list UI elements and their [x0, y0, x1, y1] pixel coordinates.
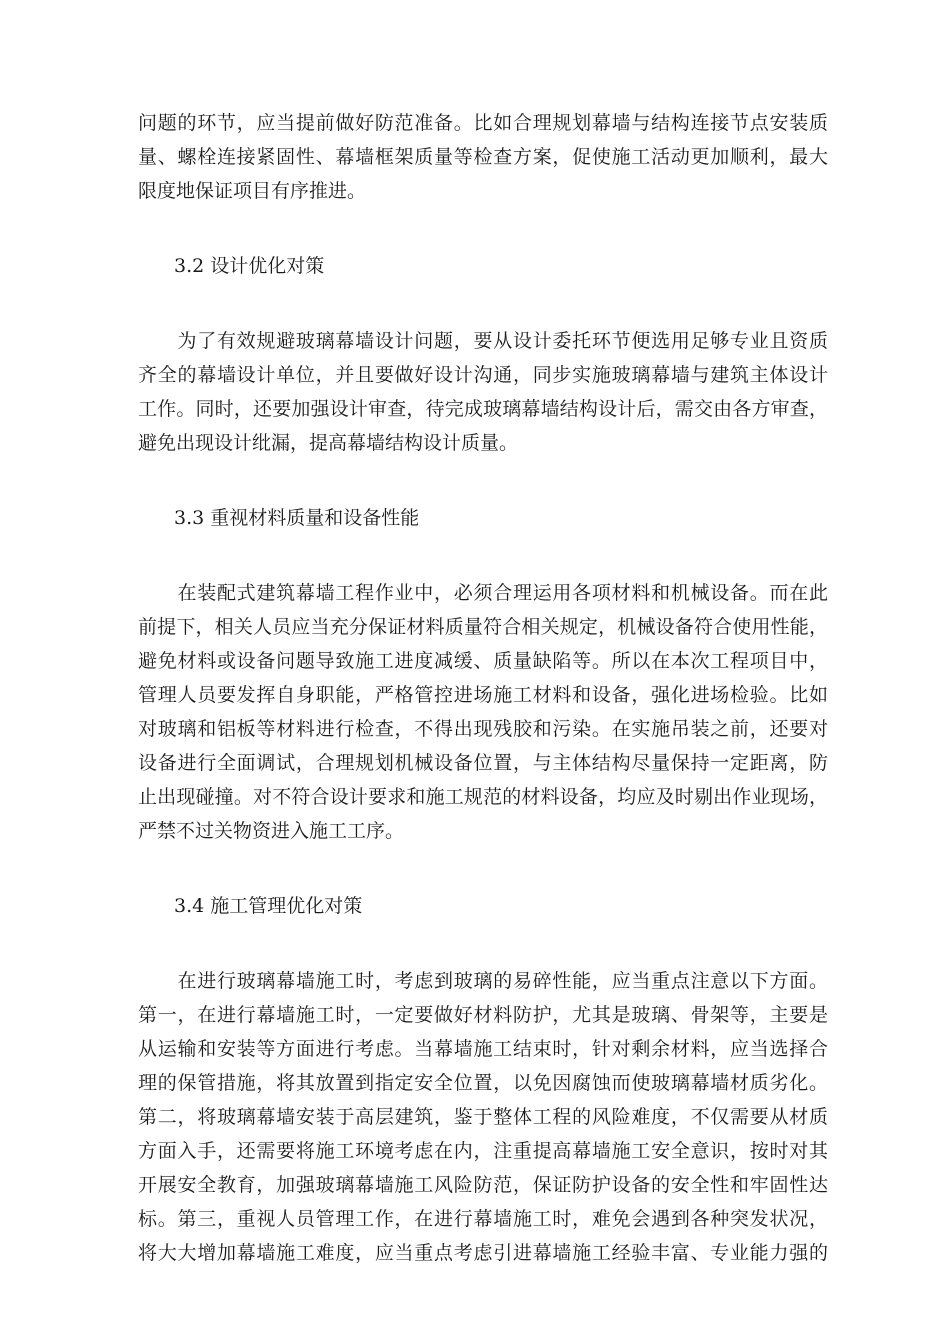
text-line: 理的保管措施，将其放置到指定安全位置，以免因腐蚀而使玻璃幕墙材质劣化。: [138, 1072, 828, 1094]
text-line: 前提下，相关人员应当充分保证材料质量符合相关规定，机械设备符合使用性能，: [138, 616, 828, 638]
section-heading-3-4: 3.4 施工管理优化对策: [174, 895, 363, 917]
section-heading-3-3: 3.3 重视材料质量和设备性能: [174, 507, 420, 529]
document-page: [138, 106, 828, 1270]
spacer: [138, 283, 828, 324]
paragraph-construction: [138, 964, 828, 1270]
text-line: 开展安全教育，加强玻璃幕墙施工风险防范，保证防护设备的安全性和牢固性达: [138, 1174, 828, 1196]
spacer: [138, 923, 828, 964]
text-line: 在装配式建筑幕墙工程作业中，必须合理运用各项材料和机械设备。而在此: [138, 582, 828, 604]
text-line: 避免材料或设备问题导致施工进度减缓、质量缺陷等。所以在本次工程项目中，: [138, 650, 828, 672]
text-line: 标。第三，重视人员管理工作，在进行幕墙施工时，难免会遇到各种突发状况，: [138, 1208, 828, 1230]
text-line: 避免出现设计纰漏，提高幕墙结构设计质量。: [138, 432, 519, 454]
text-line: 管理人员要发挥自身职能，严格管控进场施工材料和设备，强化进场检验。比如: [138, 684, 828, 706]
section-heading-3-2: 3.2 设计优化对策: [174, 255, 325, 277]
spacer: [138, 848, 828, 889]
text-line: 严禁不过关物资进入施工工序。: [138, 820, 405, 842]
text-line: 第一，在进行幕墙施工时，一定要做好材料防护，尤其是玻璃、骨架等，主要是: [138, 1004, 828, 1026]
spacer: [138, 208, 828, 249]
paragraph-materials: [138, 576, 828, 848]
text-line: 止出现碰撞。对不符合设计要求和施工规范的材料设备，均应及时剔出作业现场，: [138, 786, 828, 808]
text-line: 将大大增加幕墙施工难度，应当重点考虑引进幕墙施工经验丰富、专业能力强的: [138, 1242, 828, 1264]
text-line: 第二，将玻璃幕墙安装于高层建筑，鉴于整体工程的风险难度，不仅需要从材质: [138, 1106, 828, 1128]
text-line: 在进行玻璃幕墙施工时，考虑到玻璃的易碎性能，应当重点注意以下方面。: [138, 970, 828, 992]
text-line: 对玻璃和铝板等材料进行检查，不得出现残胶和污染。在实施吊装之前，还要对: [138, 718, 828, 740]
paragraph-intro: [138, 106, 828, 208]
spacer: [138, 535, 828, 576]
text-line: 从运输和安装等方面进行考虑。当幕墙施工结束时，针对剩余材料，应当选择合: [138, 1038, 828, 1060]
text-line: 工作。同时，还要加强设计审查，待完成玻璃幕墙结构设计后，需交由各方审查，: [138, 398, 828, 420]
spacer: [138, 460, 828, 501]
text-line: 为了有效规避玻璃幕墙设计问题，要从设计委托环节便选用足够专业且资质: [138, 330, 828, 352]
paragraph-design: [138, 324, 828, 460]
text-line: 设备进行全面调试，合理规划机械设备位置，与主体结构尽量保持一定距离，防: [138, 752, 828, 774]
text-line: 齐全的幕墙设计单位，并且要做好设计沟通，同步实施玻璃幕墙与建筑主体设计: [138, 364, 828, 386]
text-line: 问题的环节，应当提前做好防范准备。比如合理规划幕墙与结构连接节点安装质: [138, 112, 828, 134]
text-line: 量、螺栓连接紧固性、幕墙框架质量等检查方案，促使施工活动更加顺利，最大: [138, 146, 828, 168]
text-line: 方面入手，还需要将施工环境考虑在内，注重提高幕墙施工安全意识，按时对其: [138, 1140, 828, 1162]
text-line: 限度地保证项目有序推进。: [138, 180, 367, 202]
